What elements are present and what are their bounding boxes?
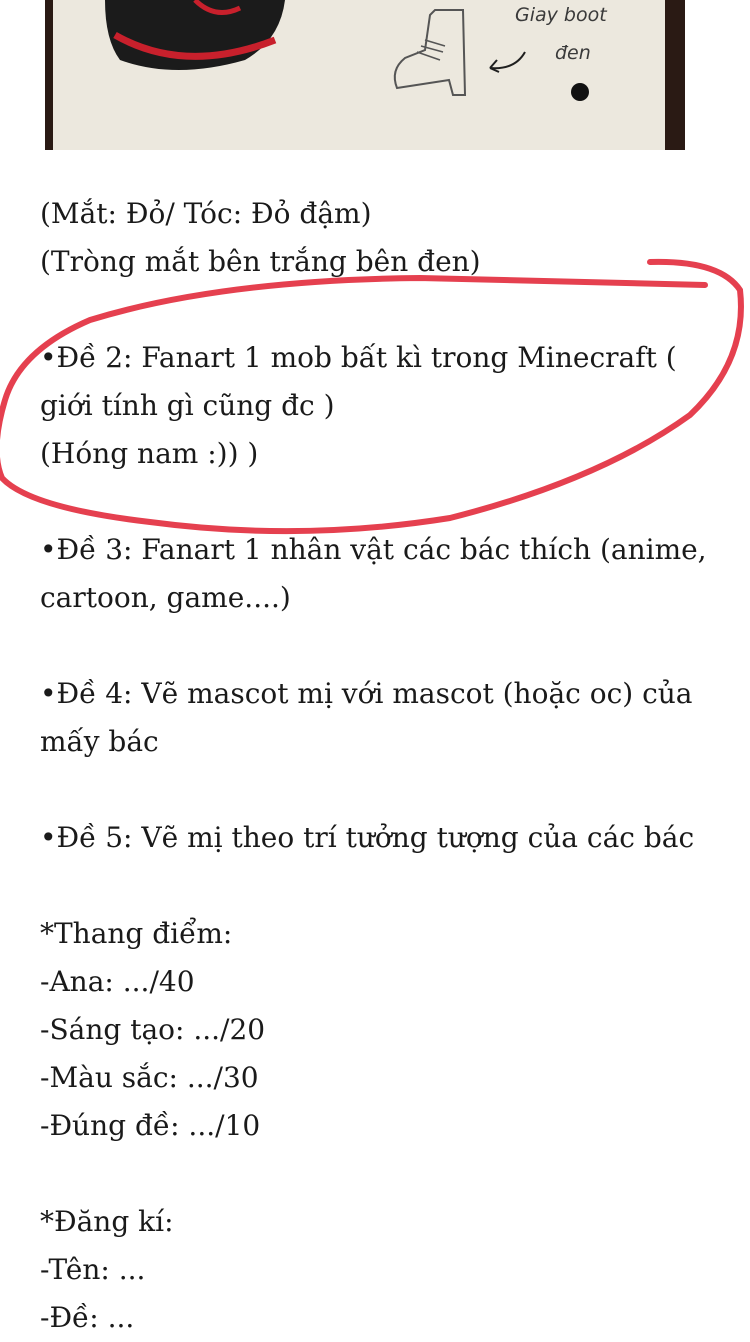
topic-5-text: •Đề 5: Vẽ mị theo trí tưởng tượng của các bác [40, 821, 695, 854]
notes-line: (Tròng mắt bên trắng bên đen) [40, 245, 481, 278]
topic-3 [40, 526, 720, 622]
topic-4-text: •Đề 4: Vẽ mascot mị với mascot (hoặc oc) của mấy bác [40, 677, 693, 758]
register-item: -Tên: ... [40, 1253, 146, 1286]
character-notes [40, 190, 720, 286]
topic-2-line: giới tính gì cũng đc ) [40, 389, 335, 422]
scoring-item: -Đúng đề: .../10 [40, 1109, 261, 1142]
notes-line: (Mắt: Đỏ/ Tóc: Đỏ đậm) [40, 197, 372, 230]
photo-caption-line2: đen [555, 42, 591, 64]
photo-caption-line1: Giay boot [515, 4, 607, 26]
drawing-photo [45, 0, 685, 150]
register-heading: *Đăng kí: [40, 1205, 174, 1238]
scoring-heading: *Thang điểm: [40, 917, 233, 950]
topic-4 [40, 670, 720, 766]
scoring-item: -Màu sắc: .../30 [40, 1061, 259, 1094]
topic-2 [40, 334, 720, 478]
topic-3-text: •Đề 3: Fanart 1 nhân vật các bác thích (anime, cartoon, game....) [40, 533, 707, 614]
register-item: -Đề: ... [40, 1301, 135, 1334]
register-section [40, 1198, 720, 1342]
topic-2-line: •Đề 2: Fanart 1 mob bất kì trong Minecraft ( [40, 341, 677, 374]
scoring-section [40, 910, 720, 1150]
topic-5 [40, 814, 720, 862]
topic-2-line: (Hóng nam :)) ) [40, 437, 259, 470]
post-body [40, 190, 720, 1342]
scoring-item: -Ana: .../40 [40, 965, 195, 998]
scoring-item: -Sáng tạo: .../20 [40, 1013, 266, 1046]
